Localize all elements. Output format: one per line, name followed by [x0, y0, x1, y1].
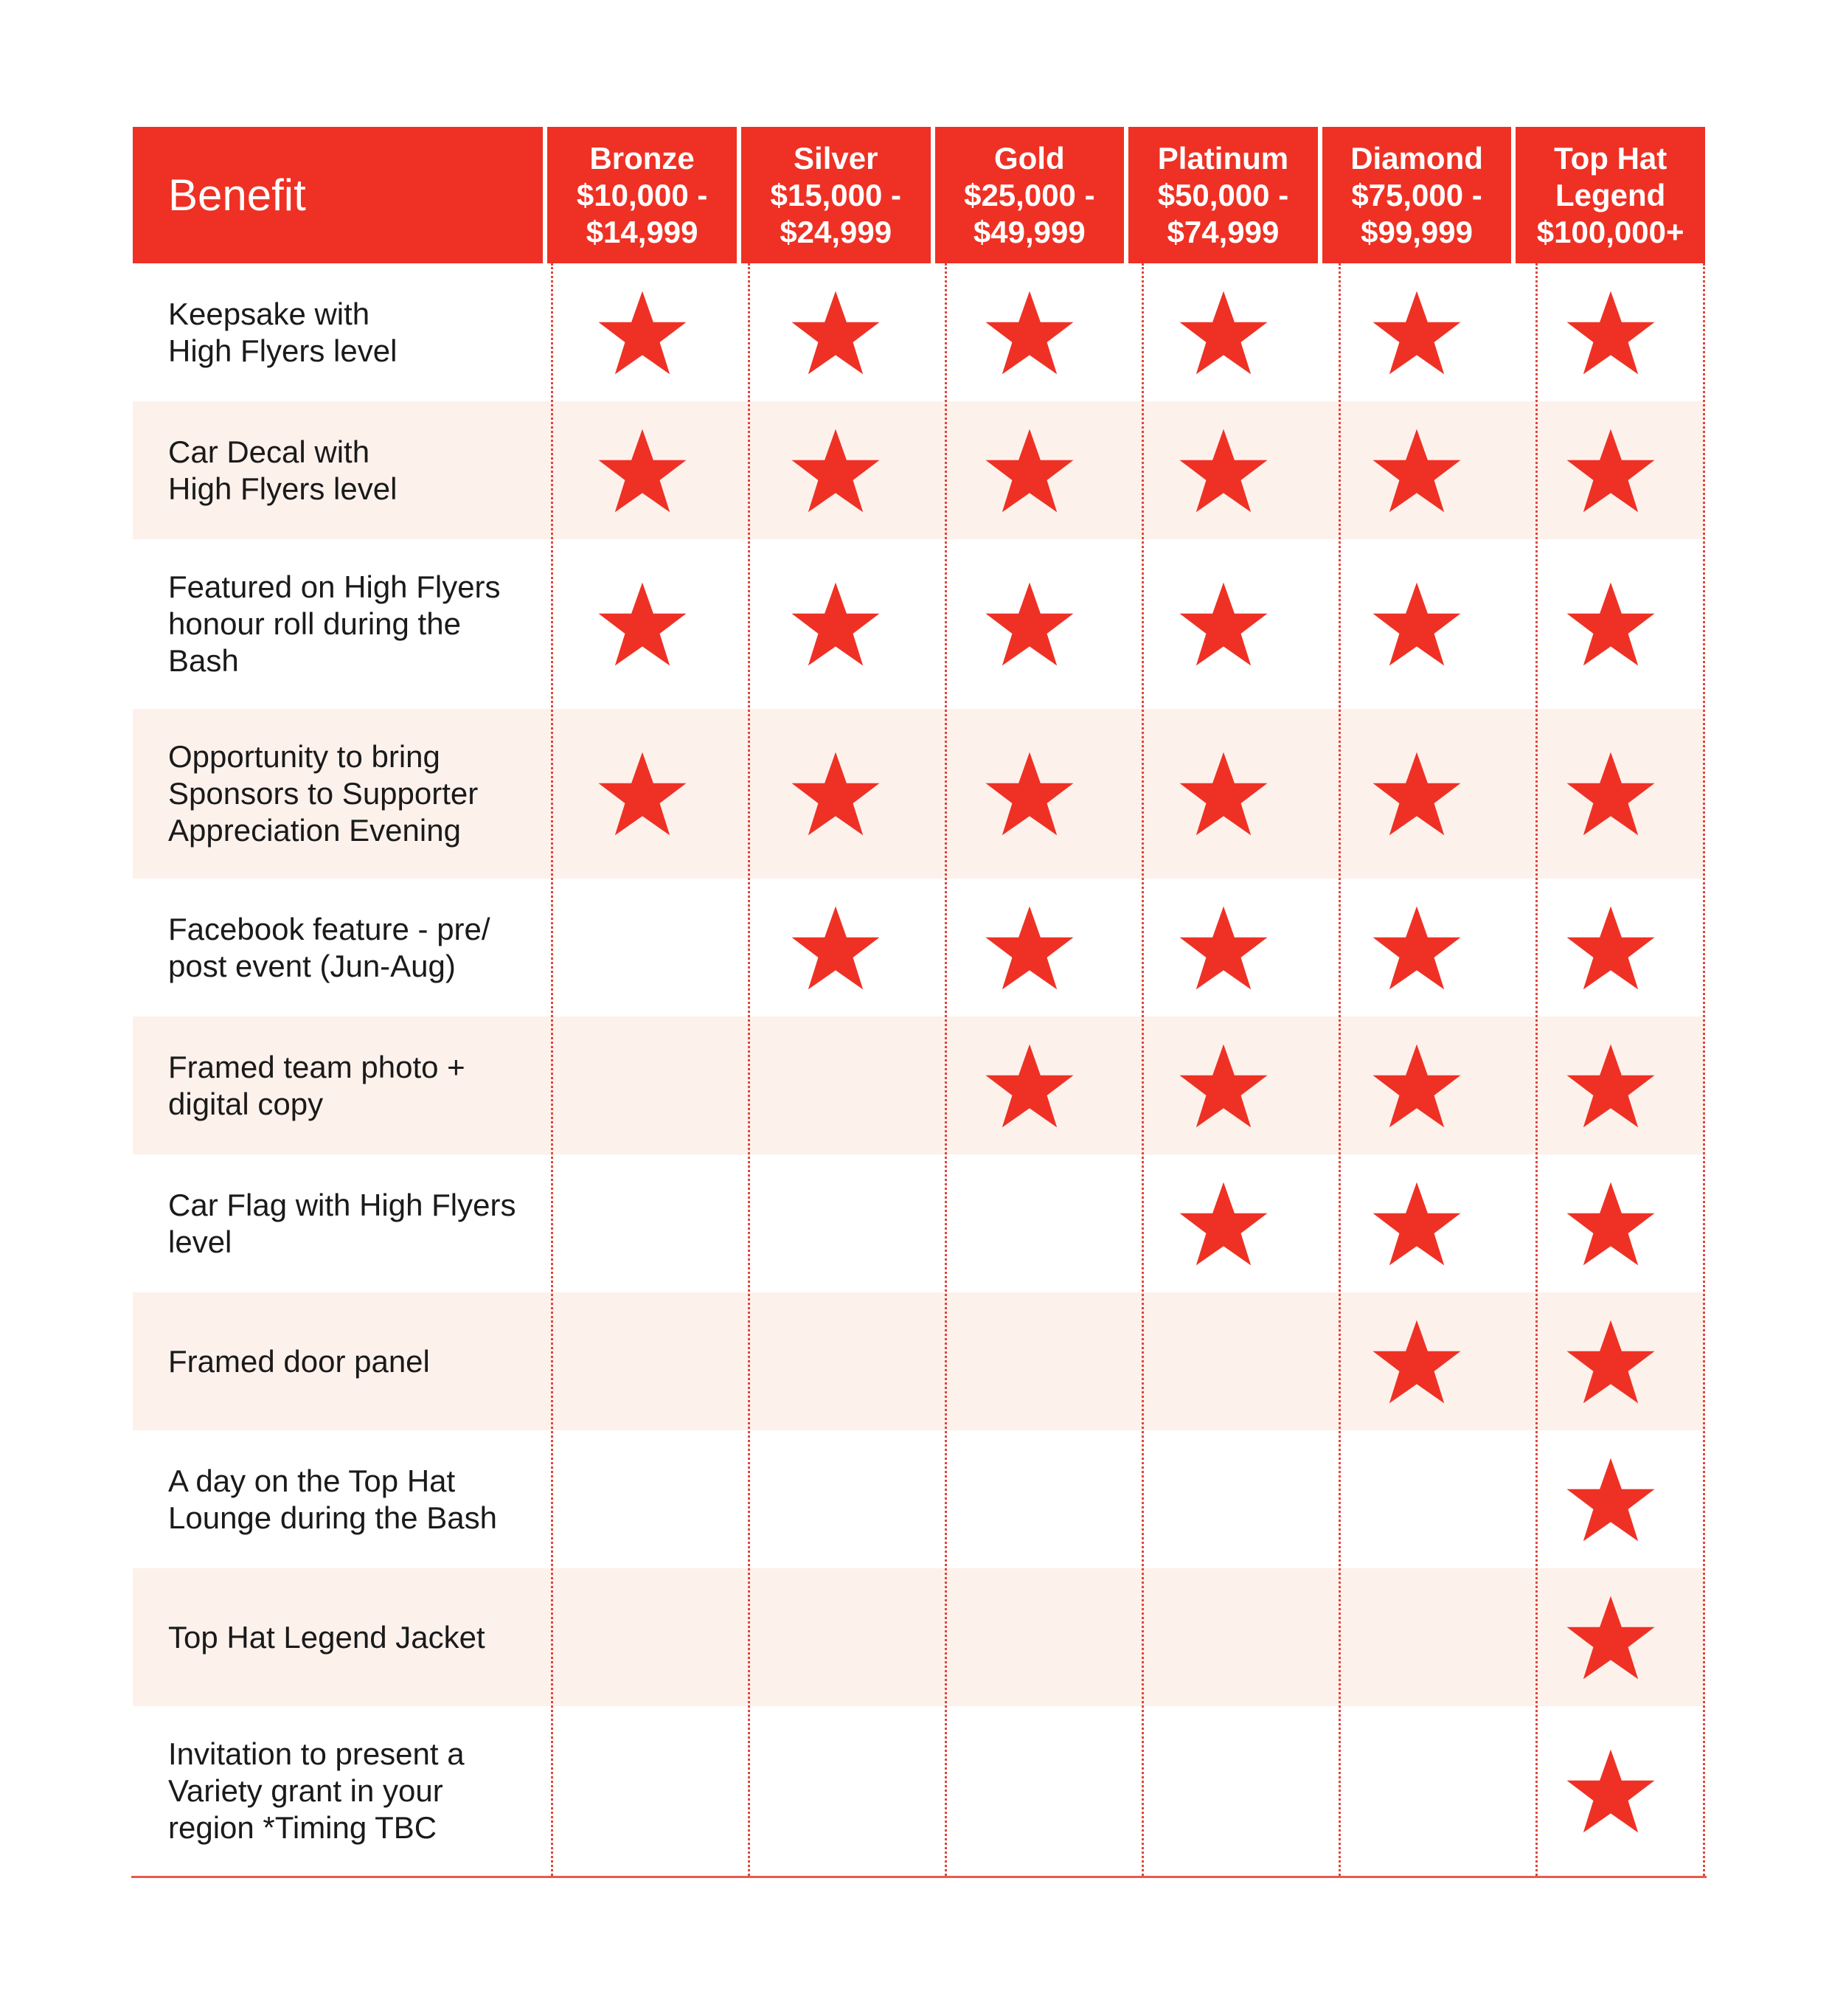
benefit-text: [168, 1343, 430, 1380]
tier-cell: [1322, 1568, 1512, 1706]
header-tier-bronze: [547, 127, 737, 263]
tier-cell: [741, 1430, 931, 1568]
tier-cell: [548, 1706, 738, 1876]
tier-cell: [1128, 879, 1318, 1016]
star-icon: [984, 750, 1075, 837]
tier-range-line2: $99,999: [1361, 214, 1473, 249]
star-icon: [790, 427, 881, 514]
tier-cell: [1128, 401, 1318, 539]
table-row: [133, 1706, 1705, 1876]
tier-cell: [1516, 539, 1705, 709]
benefit-line: Facebook feature - pre/: [168, 911, 490, 946]
tier-cell: [1128, 709, 1318, 879]
tier-cell: [548, 539, 738, 709]
column-divider: [1703, 263, 1705, 1876]
benefit-cell: [133, 1154, 544, 1292]
header-tier-top-hat-legend: [1516, 127, 1705, 263]
tier-cell: [1516, 1292, 1705, 1430]
star-icon: [984, 1042, 1075, 1129]
benefit-line: Framed door panel: [168, 1343, 430, 1379]
tier-range-line2: $100,000+: [1536, 214, 1684, 249]
column-divider: [945, 263, 947, 1876]
table-body: [133, 263, 1705, 1876]
benefits-table: [133, 127, 1705, 1876]
tier-cell: [741, 709, 931, 879]
star-icon: [1371, 750, 1462, 837]
header-tier-diamond: [1322, 127, 1512, 263]
benefit-text: [168, 1463, 497, 1537]
benefit-line: Lounge during the Bash: [168, 1500, 498, 1535]
tier-cell: [1128, 1154, 1318, 1292]
tier-cell: [1322, 401, 1512, 539]
benefit-line: High Flyers level: [168, 333, 398, 368]
tier-cell: [741, 879, 931, 1016]
star-icon: [1178, 289, 1269, 376]
benefit-line: A day on the Top Hat: [168, 1463, 456, 1498]
tier-cell: [935, 1430, 1125, 1568]
tier-range-line2: $49,999: [973, 214, 1086, 249]
benefit-line: Keepsake with: [168, 296, 370, 331]
star-icon: [1565, 750, 1656, 837]
benefit-text: [168, 1736, 465, 1846]
table-header: [133, 127, 1705, 263]
star-icon: [1565, 1180, 1656, 1267]
tier-cell: [1128, 1568, 1318, 1706]
tier-name: Diamond: [1350, 140, 1483, 176]
tier-range-line2: $14,999: [586, 214, 698, 249]
benefit-text: [168, 1049, 465, 1123]
column-divider: [551, 263, 553, 1876]
tier-cell: [935, 1568, 1125, 1706]
star-icon: [1565, 581, 1656, 668]
benefit-line: High Flyers level: [168, 471, 398, 506]
tier-cell: [1128, 1016, 1318, 1154]
tier-cell: [935, 1292, 1125, 1430]
tier-name: Gold: [994, 140, 1065, 176]
tier-range-line1: $75,000 -: [1351, 177, 1482, 212]
tier-cell: [1322, 1292, 1512, 1430]
star-icon: [1371, 1318, 1462, 1405]
tier-name: Silver: [794, 140, 878, 176]
benefit-line: Opportunity to bring: [168, 739, 440, 774]
benefit-line: Appreciation Evening: [168, 813, 461, 848]
tier-cell: [1516, 1016, 1705, 1154]
tier-cell: [1322, 709, 1512, 879]
tier-range-line1: Legend: [1555, 177, 1666, 212]
benefit-cell: [133, 879, 544, 1016]
star-icon: [790, 289, 881, 376]
tier-cell: [741, 1292, 931, 1430]
table-row: [133, 1430, 1705, 1568]
star-icon: [1371, 427, 1462, 514]
table-row: [133, 1016, 1705, 1154]
star-icon: [597, 581, 688, 668]
tier-cell: [935, 1154, 1125, 1292]
tier-cell: [548, 1568, 738, 1706]
tier-cell: [548, 1292, 738, 1430]
tier-cell: [1128, 539, 1318, 709]
benefit-line: Car Flag with High Flyers: [168, 1187, 516, 1222]
column-divider: [1339, 263, 1341, 1876]
table-row: [133, 539, 1705, 709]
benefit-cell: [133, 401, 544, 539]
table-row: [133, 1292, 1705, 1430]
tier-cell: [1516, 1568, 1705, 1706]
tier-cell: [548, 263, 738, 401]
header-benefit: Benefit: [133, 127, 543, 263]
star-icon: [1371, 904, 1462, 991]
star-icon: [1565, 1318, 1656, 1405]
column-divider: [1535, 263, 1538, 1876]
tier-cell: [935, 539, 1125, 709]
tier-cell: [935, 1706, 1125, 1876]
tier-cell: [741, 1568, 931, 1706]
benefit-line: level: [168, 1224, 232, 1259]
benefit-text: [168, 296, 397, 370]
star-icon: [984, 904, 1075, 991]
tier-cell: [935, 401, 1125, 539]
star-icon: [984, 289, 1075, 376]
benefit-text: [168, 569, 501, 679]
tier-cell: [1322, 1154, 1512, 1292]
tier-name: Platinum: [1157, 140, 1289, 176]
tier-cell: [1322, 879, 1512, 1016]
benefit-text: [168, 738, 478, 849]
tier-cell: [1322, 539, 1512, 709]
star-icon: [1178, 581, 1269, 668]
tier-cell: [1322, 1430, 1512, 1568]
star-icon: [1371, 289, 1462, 376]
table-row: [133, 401, 1705, 539]
star-icon: [1178, 1180, 1269, 1267]
star-icon: [790, 581, 881, 668]
column-divider: [1142, 263, 1144, 1876]
tier-range-line2: $24,999: [780, 214, 892, 249]
tier-range-line1: $15,000 -: [770, 177, 901, 212]
star-icon: [1565, 289, 1656, 376]
tier-cell: [1128, 263, 1318, 401]
tier-range-line1: $25,000 -: [964, 177, 1095, 212]
benefit-line: post event (Jun-Aug): [168, 948, 456, 983]
header-tier-silver: [741, 127, 931, 263]
tier-cell: [1128, 1292, 1318, 1430]
star-icon: [1178, 750, 1269, 837]
star-icon: [1371, 1042, 1462, 1129]
star-icon: [1565, 904, 1656, 991]
benefit-text: [168, 434, 397, 508]
column-divider: [748, 263, 750, 1876]
tier-range-line1: $10,000 -: [576, 177, 708, 212]
benefit-cell: [133, 709, 544, 879]
tier-cell: [548, 401, 738, 539]
tier-cell: [1322, 1016, 1512, 1154]
benefit-cell: [133, 1706, 544, 1876]
star-icon: [1565, 1594, 1656, 1681]
table-row: [133, 1568, 1705, 1706]
benefit-line: Sponsors to Supporter: [168, 776, 479, 811]
table-bottom-border: [131, 1876, 1707, 1878]
star-icon: [1178, 904, 1269, 991]
benefit-text: [168, 1187, 516, 1261]
tier-cell: [1128, 1706, 1318, 1876]
benefit-text: [168, 911, 490, 985]
tier-cell: [1516, 709, 1705, 879]
star-icon: [790, 904, 881, 991]
tier-range-line2: $74,999: [1167, 214, 1280, 249]
benefit-line: Featured on High Flyers: [168, 569, 501, 604]
tier-cell: [548, 1016, 738, 1154]
table-row: [133, 263, 1705, 401]
tier-cell: [1516, 401, 1705, 539]
table-row: [133, 1154, 1705, 1292]
header-tier-gold: [935, 127, 1125, 263]
star-icon: [597, 289, 688, 376]
tier-cell: [935, 263, 1125, 401]
table-row: [133, 879, 1705, 1016]
tier-cell: [1516, 1430, 1705, 1568]
benefit-line: honour roll during the: [168, 606, 461, 641]
star-icon: [790, 750, 881, 837]
benefit-line: digital copy: [168, 1086, 324, 1121]
star-icon: [1371, 581, 1462, 668]
benefit-text: [168, 1619, 485, 1656]
star-icon: [984, 427, 1075, 514]
tier-cell: [741, 1154, 931, 1292]
benefit-line: Variety grant in your: [168, 1773, 443, 1808]
benefit-line: Framed team photo +: [168, 1049, 465, 1084]
benefit-cell: [133, 1016, 544, 1154]
tier-cell: [1516, 1706, 1705, 1876]
benefit-line: Top Hat Legend Jacket: [168, 1619, 485, 1655]
tier-range-line1: $50,000 -: [1157, 177, 1289, 212]
tier-cell: [1322, 263, 1512, 401]
star-icon: [1178, 1042, 1269, 1129]
star-icon: [1565, 1747, 1656, 1835]
tier-cell: [935, 709, 1125, 879]
benefit-cell: [133, 263, 544, 401]
tier-name: Top Hat: [1554, 140, 1667, 176]
header-tier-platinum: [1128, 127, 1318, 263]
tier-name: Bronze: [589, 140, 695, 176]
tier-cell: [548, 879, 738, 1016]
star-icon: [984, 581, 1075, 668]
tier-cell: [741, 539, 931, 709]
benefit-line: region *Timing TBC: [168, 1810, 437, 1845]
star-icon: [597, 750, 688, 837]
benefit-line: Invitation to present a: [168, 1736, 465, 1771]
tier-cell: [741, 401, 931, 539]
star-icon: [1565, 1042, 1656, 1129]
tier-cell: [1516, 1154, 1705, 1292]
benefit-cell: [133, 1430, 544, 1568]
star-icon: [1178, 427, 1269, 514]
tier-cell: [741, 1706, 931, 1876]
tier-cell: [935, 879, 1125, 1016]
tier-cell: [548, 1430, 738, 1568]
tier-cell: [935, 1016, 1125, 1154]
tier-cell: [1516, 263, 1705, 401]
tier-cell: [741, 1016, 931, 1154]
star-icon: [1565, 1456, 1656, 1543]
star-icon: [597, 427, 688, 514]
tier-cell: [1322, 1706, 1512, 1876]
star-icon: [1371, 1180, 1462, 1267]
tier-cell: [1516, 879, 1705, 1016]
tier-cell: [741, 263, 931, 401]
benefit-cell: [133, 1568, 544, 1706]
benefit-cell: [133, 539, 544, 709]
tier-cell: [548, 709, 738, 879]
tier-cell: [1128, 1430, 1318, 1568]
tier-cell: [548, 1154, 738, 1292]
benefit-line: Bash: [168, 643, 239, 678]
table-row: [133, 709, 1705, 879]
benefit-cell: [133, 1292, 544, 1430]
benefit-line: Car Decal with: [168, 434, 370, 469]
star-icon: [1565, 427, 1656, 514]
